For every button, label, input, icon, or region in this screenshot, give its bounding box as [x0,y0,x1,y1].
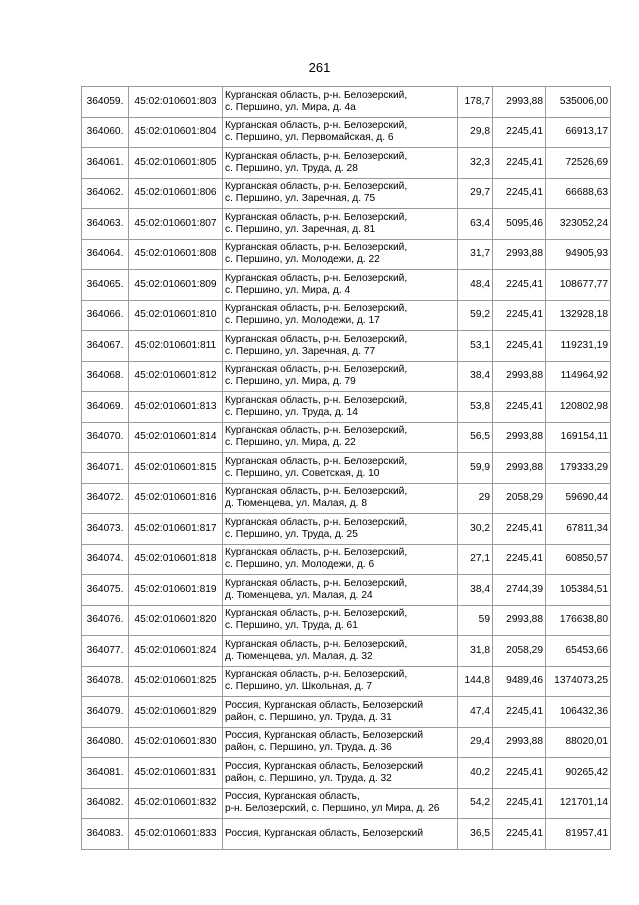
area-cell: 59,2 [458,300,493,331]
table-row [82,117,611,148]
rate-cell: 2058,29 [493,483,546,514]
area-cell: 59,9 [458,453,493,484]
cadastral-number-cell: 45:02:010601:804 [129,117,223,148]
address-line-1: Курганская область, р-н. Белозерский, [225,211,408,223]
rate-cell: 2993,88 [493,361,546,392]
rate-cell: 2993,88 [493,605,546,636]
row-number-cell: 364069. [82,392,129,423]
cadastral-value-cell: 94905,93 [546,239,611,270]
address-line-2: с. Першино, ул. Заречная, д. 77 [225,345,376,357]
address-line-1: Россия, Курганская область, Белозерский [225,760,424,772]
rate-cell: 2245,41 [493,270,546,301]
address-cell [223,544,458,575]
cadastral-number-cell: 45:02:010601:809 [129,270,223,301]
cadastral-number-cell: 45:02:010601:829 [129,697,223,728]
address-cell [223,87,458,118]
address-cell [223,270,458,301]
area-cell: 47,4 [458,697,493,728]
cadastral-value-cell: 121701,14 [546,788,611,819]
cadastral-value-cell: 1374073,25 [546,666,611,697]
address-line-2: район, с. Першино, ул. Труда, д. 32 [225,772,392,784]
table-row [82,727,611,758]
address-line-2: с. Першино, ул. Школьная, д. 7 [225,681,373,693]
address-cell [223,239,458,270]
cadastral-number-cell: 45:02:010601:803 [129,87,223,118]
address-line-2: д. Тюменцева, ул. Малая, д. 32 [225,650,373,662]
row-number-cell: 364063. [82,209,129,240]
address-line-2: район, с. Першино, ул. Труда, д. 36 [225,742,392,754]
area-cell: 144,8 [458,666,493,697]
rate-cell: 2993,88 [493,239,546,270]
address-line-2: д. Тюменцева, ул. Малая, д. 24 [225,589,373,601]
address-cell [223,788,458,819]
cadastral-number-cell: 45:02:010601:810 [129,300,223,331]
area-cell: 178,7 [458,87,493,118]
rate-cell: 2245,41 [493,758,546,789]
address-line-1: Курганская область, р-н. Белозерский, [225,242,408,254]
rate-cell: 2245,41 [493,788,546,819]
cadastral-number-cell: 45:02:010601:807 [129,209,223,240]
cadastral-number-cell: 45:02:010601:830 [129,727,223,758]
cadastral-number-cell: 45:02:010601:818 [129,544,223,575]
cadastral-number-cell: 45:02:010601:811 [129,331,223,362]
table-row [82,331,611,362]
rate-cell: 2245,41 [493,331,546,362]
rate-cell: 2993,88 [493,453,546,484]
table-row [82,697,611,728]
address-line-1: Курганская область, р-н. Белозерский, [225,272,408,284]
table-row [82,178,611,209]
address-line-2: с. Першино, ул. Советская, д. 10 [225,467,380,479]
cadastral-value-cell: 59690,44 [546,483,611,514]
cadastral-value-cell: 114964,92 [546,361,611,392]
row-number-cell: 364068. [82,361,129,392]
address-line-2: с. Першино, ул. Мира, д. 22 [225,437,356,449]
address-line-1: Курганская область, р-н. Белозерский, [225,120,408,132]
area-cell: 29,8 [458,117,493,148]
row-number-cell: 364070. [82,422,129,453]
cadastral-value-cell: 65453,66 [546,636,611,667]
table-row [82,483,611,514]
cadastral-value-cell: 323052,24 [546,209,611,240]
area-cell: 31,8 [458,636,493,667]
cadastral-number-cell: 45:02:010601:825 [129,666,223,697]
address-cell [223,697,458,728]
address-cell [223,209,458,240]
table-row [82,422,611,453]
cadastral-value-cell: 108677,77 [546,270,611,301]
cadastral-value-cell: 72526,69 [546,148,611,179]
rate-cell: 9489,46 [493,666,546,697]
cadastral-number-cell: 45:02:010601:815 [129,453,223,484]
row-number-cell: 364081. [82,758,129,789]
row-number-cell: 364083. [82,819,129,850]
address-line-2: с. Першино, ул. Заречная, д. 81 [225,223,376,235]
cadastral-number-cell: 45:02:010601:817 [129,514,223,545]
table-row [82,239,611,270]
address-line-1: Россия, Курганская область, Белозерский [225,699,424,711]
area-cell: 54,2 [458,788,493,819]
row-number-cell: 364076. [82,605,129,636]
rate-cell: 5095,46 [493,209,546,240]
table-row [82,392,611,423]
cadastral-value-cell: 66688,63 [546,178,611,209]
area-cell: 29 [458,483,493,514]
address-cell [223,636,458,667]
cadastral-value-cell: 106432,36 [546,697,611,728]
cadastral-number-cell: 45:02:010601:814 [129,422,223,453]
address-line-1: Курганская область, р-н. Белозерский, [225,303,408,315]
address-cell [223,819,458,850]
row-number-cell: 364064. [82,239,129,270]
rate-cell: 2058,29 [493,636,546,667]
address-cell [223,148,458,179]
area-cell: 31,7 [458,239,493,270]
row-number-cell: 364060. [82,117,129,148]
table-row [82,514,611,545]
row-number-cell: 364077. [82,636,129,667]
rate-cell: 2993,88 [493,422,546,453]
address-line-2: с. Першино, ул. Мира, д. 4а [225,101,356,113]
area-cell: 29,4 [458,727,493,758]
address-line-2: с. Першино, ул. Заречная, д. 75 [225,193,376,205]
address-line-1: Курганская область, р-н. Белозерский, [225,150,408,162]
cadastral-number-cell: 45:02:010601:805 [129,148,223,179]
address-line-1: Курганская область, р-н. Белозерский, [225,638,408,650]
table-row [82,544,611,575]
page-number: 261 [308,60,331,75]
cadastral-value-cell: 105384,51 [546,575,611,606]
address-line-1: Курганская область, р-н. Белозерский, [225,89,408,101]
rate-cell: 2245,41 [493,392,546,423]
table-row [82,636,611,667]
address-cell [223,117,458,148]
cadastral-number-cell: 45:02:010601:820 [129,605,223,636]
area-cell: 63,4 [458,209,493,240]
table-row [82,361,611,392]
address-cell [223,666,458,697]
table-row [82,666,611,697]
address-line-1: Курганская область, р-н. Белозерский, [225,333,408,345]
area-cell: 48,4 [458,270,493,301]
cadastral-number-cell: 45:02:010601:832 [129,788,223,819]
area-cell: 30,2 [458,514,493,545]
address-line-2: с. Першино, ул. Первомайская, д. 6 [225,132,394,144]
table-row [82,87,611,118]
address-line-2: с. Першино, ул. Мира, д. 4 [225,284,351,296]
address-cell [223,178,458,209]
address-line-1: Курганская область, р-н. Белозерский, [225,669,408,681]
area-cell: 32,3 [458,148,493,179]
row-number-cell: 364066. [82,300,129,331]
cadastral-value-cell: 179333,29 [546,453,611,484]
row-number-cell: 364080. [82,727,129,758]
address-cell [223,575,458,606]
row-number-cell: 364067. [82,331,129,362]
rate-cell: 2245,41 [493,697,546,728]
address-cell [223,727,458,758]
address-line-1: Курганская область, р-н. Белозерский, [225,486,408,498]
cadastral-value-cell: 88020,01 [546,727,611,758]
rate-cell: 2245,41 [493,148,546,179]
cadastral-number-cell: 45:02:010601:816 [129,483,223,514]
area-cell: 59 [458,605,493,636]
address-line-2: с. Першино, ул. Молодежи, д. 22 [225,254,380,266]
cadastral-value-cell: 176638,80 [546,605,611,636]
address-line-2: д. Тюменцева, ул. Малая, д. 8 [225,498,368,510]
rate-cell: 2993,88 [493,727,546,758]
table-row [82,575,611,606]
address-line-2: р-н. Белозерский, с. Першино, ул Мира, д. 26 [225,803,440,815]
address-line-2: с. Першино, ул. Труда, д. 14 [225,406,358,418]
area-cell: 53,1 [458,331,493,362]
table-row [82,300,611,331]
address-cell [223,392,458,423]
row-number-cell: 364073. [82,514,129,545]
cadastral-value-cell: 66913,17 [546,117,611,148]
address-line-2: с. Першино, ул. Труда, д. 28 [225,162,358,174]
row-number-cell: 364065. [82,270,129,301]
table-row [82,148,611,179]
area-cell: 40,2 [458,758,493,789]
address-line-1: Курганская область, р-н. Белозерский, [225,425,408,437]
row-number-cell: 364062. [82,178,129,209]
table-row [82,453,611,484]
area-cell: 38,4 [458,575,493,606]
row-number-cell: 364059. [82,87,129,118]
rate-cell: 2993,88 [493,87,546,118]
address-line-1: Курганская область, р-н. Белозерский, [225,364,408,376]
address-cell [223,422,458,453]
cadastral-number-cell: 45:02:010601:824 [129,636,223,667]
table-row [82,209,611,240]
rate-cell: 2245,41 [493,178,546,209]
address-cell [223,514,458,545]
address-line-2: с. Першино, ул. Молодежи, д. 6 [225,559,375,571]
rate-cell: 2245,41 [493,819,546,850]
registry-table-body [82,87,611,850]
address-cell [223,331,458,362]
row-number-cell: 364071. [82,453,129,484]
address-line-1: Россия, Курганская область, Белозерский [225,827,424,839]
cadastral-value-cell: 90265,42 [546,758,611,789]
cadastral-value-cell: 60850,57 [546,544,611,575]
rate-cell: 2245,41 [493,300,546,331]
row-number-cell: 364079. [82,697,129,728]
cadastral-value-cell: 132928,18 [546,300,611,331]
table-row [82,819,611,850]
row-number-cell: 364061. [82,148,129,179]
address-line-2: с. Першино, ул. Молодежи, д. 17 [225,315,380,327]
cadastral-value-cell: 169154,11 [546,422,611,453]
table-row [82,788,611,819]
address-cell [223,483,458,514]
address-line-2: район, с. Першино, ул. Труда, д. 31 [225,711,392,723]
rate-cell: 2744,39 [493,575,546,606]
cadastral-number-cell: 45:02:010601:813 [129,392,223,423]
cadastral-value-cell: 119231,19 [546,331,611,362]
address-line-1: Курганская область, р-н. Белозерский, [225,394,408,406]
row-number-cell: 364082. [82,788,129,819]
address-line-1: Россия, Курганская область, [225,791,360,803]
address-line-1: Курганская область, р-н. Белозерский, [225,577,408,589]
address-line-1: Россия, Курганская область, Белозерский [225,730,424,742]
row-number-cell: 364075. [82,575,129,606]
cadastral-number-cell: 45:02:010601:833 [129,819,223,850]
cadastral-value-cell: 67811,34 [546,514,611,545]
cadastral-number-cell: 45:02:010601:808 [129,239,223,270]
row-number-cell: 364078. [82,666,129,697]
row-number-cell: 364074. [82,544,129,575]
cadastral-number-cell: 45:02:010601:819 [129,575,223,606]
address-cell [223,300,458,331]
table-row [82,270,611,301]
address-line-1: Курганская область, р-н. Белозерский, [225,547,408,559]
area-cell: 36,5 [458,819,493,850]
cadastral-number-cell: 45:02:010601:812 [129,361,223,392]
row-number-cell: 364072. [82,483,129,514]
area-cell: 53,8 [458,392,493,423]
registry-table [81,86,611,850]
cadastral-number-cell: 45:02:010601:831 [129,758,223,789]
address-line-1: Курганская область, р-н. Белозерский, [225,181,408,193]
address-cell [223,605,458,636]
cadastral-number-cell: 45:02:010601:806 [129,178,223,209]
address-line-1: Курганская область, р-н. Белозерский, [225,455,408,467]
area-cell: 29,7 [458,178,493,209]
area-cell: 56,5 [458,422,493,453]
address-cell [223,453,458,484]
address-line-1: Курганская область, р-н. Белозерский, [225,516,408,528]
area-cell: 38,4 [458,361,493,392]
rate-cell: 2245,41 [493,514,546,545]
address-line-2: с. Першино, ул. Труда, д. 61 [225,620,358,632]
rate-cell: 2245,41 [493,117,546,148]
cadastral-value-cell: 81957,41 [546,819,611,850]
cadastral-value-cell: 535006,00 [546,87,611,118]
address-line-2: с. Першино, ул. Мира, д. 79 [225,376,356,388]
rate-cell: 2245,41 [493,544,546,575]
address-cell [223,361,458,392]
cadastral-value-cell: 120802,98 [546,392,611,423]
address-line-2: с. Першино, ул. Труда, д. 25 [225,528,358,540]
table-row [82,758,611,789]
address-cell [223,758,458,789]
area-cell: 27,1 [458,544,493,575]
table-row [82,605,611,636]
address-line-1: Курганская область, р-н. Белозерский, [225,608,408,620]
